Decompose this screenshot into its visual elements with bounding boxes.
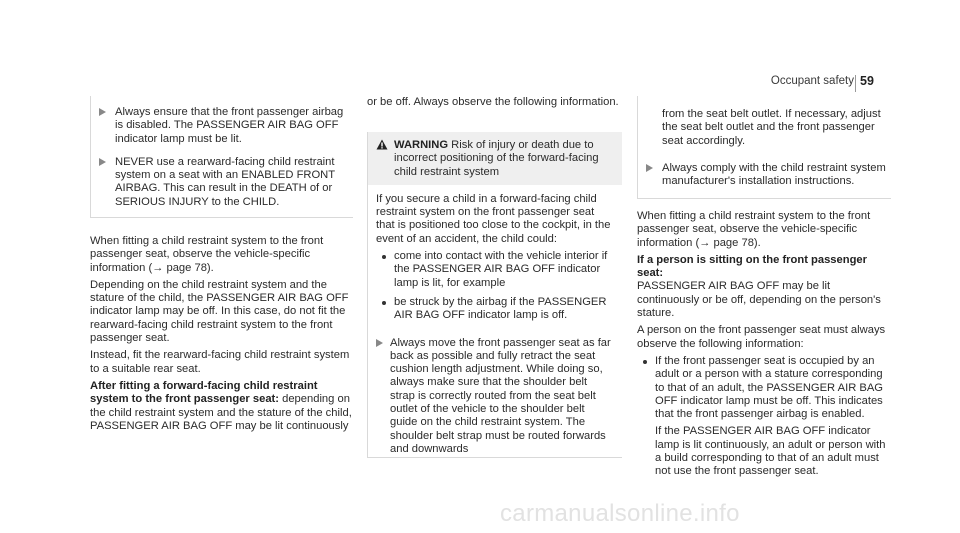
paragraph: When fitting a child restraint system to the front passenger seat, observe the vehicle-specific information (→ page 78). bbox=[90, 235, 324, 274]
column-3-text bbox=[637, 210, 893, 485]
action-item: Always move the front passenger seat as far back as possible and fully retract the seat cushion length adjustment. While doing so, always make sure that the shoulder belt strap is correctly routed from the seat belt outlet of the vehicle to the shoulder belt guide on the child restraint system. The shoulder belt strap must be routed forwards and downwards bbox=[368, 337, 614, 457]
paragraph: Instead, fit the rearward-facing child restraint system to a suitable rear seat. bbox=[90, 349, 350, 375]
bullet-icon bbox=[382, 301, 386, 305]
paragraph: If a person is sitting on the front passenger seat: PASSENGER AIR BAG OFF may be lit continuously or be off, depending on the person's stature. bbox=[637, 253, 881, 320]
list-item: If the front passenger seat is occupied by an adult or a person with a stature corresponding to that of an adult, the PASSENGER AIR BAG OFF indicator lamp must be off. This indicates that the front passenger airbag is enabled. If the PASSENGER AIR BAG OFF indicator lamp is lit continuously, an adult or person with a build corresponding to that of an adult must not use the front passenger seat. bbox=[637, 355, 893, 479]
column-1-text bbox=[90, 235, 355, 437]
paragraph: A person on the front passenger seat must always observe the following information: bbox=[637, 324, 886, 350]
header-divider bbox=[855, 75, 856, 92]
column-2-lead bbox=[367, 96, 622, 113]
list-item: come into contact with the vehicle interior if the PASSENGER AIR BAG OFF indicator lamp is lit, for example bbox=[376, 250, 614, 290]
action-arrow-icon bbox=[99, 108, 106, 116]
bullet-icon bbox=[382, 255, 386, 259]
action-arrow-icon bbox=[646, 164, 653, 172]
action-box-1 bbox=[90, 96, 353, 218]
warning-box bbox=[367, 132, 622, 458]
action-item: Always ensure that the front passenger airbag is disabled. The PASSENGER AIR BAG OFF indicator lamp must be lit. bbox=[91, 106, 353, 146]
action-continuation: from the seat belt outlet. If necessary, adjust the seat belt outlet and the front passenger seat accordingly. bbox=[662, 108, 881, 147]
warning-label: WARNING bbox=[394, 139, 449, 151]
paragraph: or be off. Always observe the following information. bbox=[367, 96, 619, 108]
action-arrow-icon bbox=[99, 158, 106, 166]
warning-title: Risk of injury or death due to incorrect positioning of the forward-facing child restraint system bbox=[394, 139, 599, 178]
page-number: 59 bbox=[860, 74, 874, 88]
paragraph: Depending on the child restraint system and the stature of the child, the PASSENGER AIR BAG OFF indicator lamp may be off. In this case, do not fit the rearward-facing child restraint system to the front passenger seat. bbox=[90, 278, 349, 345]
bold-lead: If a person is sitting on the front passenger seat: bbox=[637, 253, 867, 280]
bullet-list bbox=[637, 355, 893, 479]
paragraph: After fitting a forward-facing child restraint system to the front passenger seat: depending on the child restraint system and the stature of the child, PASSENGER AIR BAG OFF may be lit continuously bbox=[90, 379, 352, 432]
page-header bbox=[0, 75, 960, 95]
list-item: be struck by the airbag if the PASSENGER AIR BAG OFF indicator lamp is off. bbox=[376, 296, 614, 323]
bullet-list bbox=[376, 250, 614, 322]
watermark: carmanualsonline.info bbox=[500, 500, 740, 527]
action-arrow-icon bbox=[376, 339, 383, 347]
action-box-3 bbox=[637, 96, 891, 199]
paragraph: If you secure a child in a forward-facing child restraint system on the front passenger seat that is positioned too close to the cockpit, in the event of an accident, the child could: bbox=[376, 192, 611, 245]
warning-header bbox=[368, 132, 622, 185]
warning-triangle-icon bbox=[376, 139, 388, 150]
warning-body bbox=[368, 185, 622, 456]
bold-lead: After fitting a forward-facing child restraint system to the front passenger seat: bbox=[90, 379, 318, 406]
section-title: Occupant safety bbox=[770, 75, 854, 87]
action-item: Always comply with the child restraint system manufacturer's installation instructions. bbox=[638, 162, 891, 189]
action-item: NEVER use a rearward-facing child restraint system on a seat with an ENABLED FRONT AIRBAG. This can result in the DEATH of or SERIOUS INJURY to the CHILD. bbox=[91, 156, 353, 209]
list-item-continuation: If the PASSENGER AIR BAG OFF indicator lamp is lit continuously, an adult or person with a build corresponding to that of an adult must not use the front passenger seat. bbox=[655, 425, 886, 478]
paragraph: When fitting a child restraint system to the front passenger seat, observe the vehicle-specific information (→ page 78). bbox=[637, 210, 871, 249]
bullet-icon bbox=[643, 360, 647, 364]
